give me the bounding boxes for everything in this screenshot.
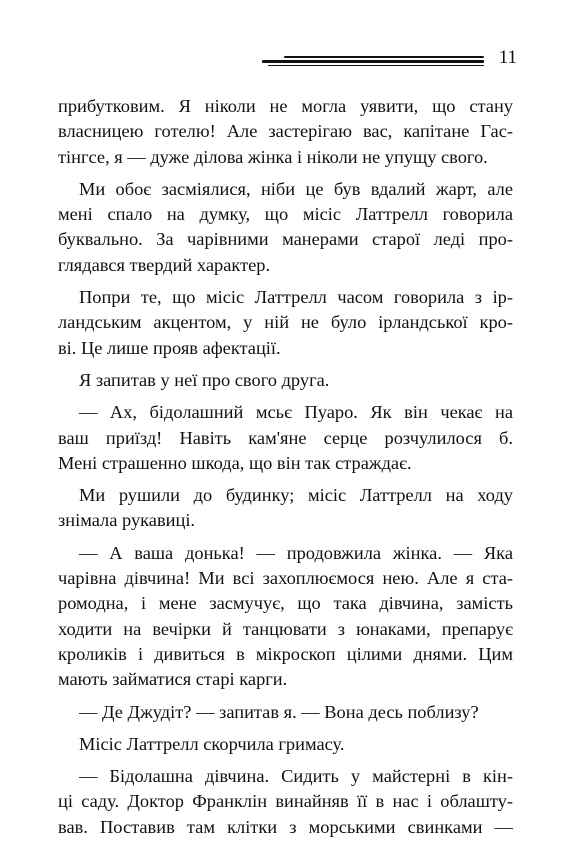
text-line: вав. Поставив там клітки з морськими свинками —: [58, 816, 513, 837]
paragraph: [58, 732, 513, 757]
text-line: тінгсе, я — дуже ділова жінка і ніколи не упущу свого.: [58, 146, 488, 167]
text-line: ходити на вечірки й танцювати з юнаками, препарує: [58, 618, 513, 639]
paragraph: [58, 700, 513, 725]
paragraph: [58, 764, 513, 840]
paragraph: [58, 483, 513, 534]
text-line: — Бідолашна дівчина. Сидить у майстерні в кін-: [79, 766, 513, 787]
text-line: Мені страшенно шкода, що він так страждає.: [58, 452, 412, 473]
text-line: глядався твердий характер.: [58, 254, 271, 275]
text-line: ві. Це лише прояв афектації.: [58, 337, 281, 358]
text-line: Ми обоє засміялися, ніби це був вдалий жарт, але: [79, 178, 513, 199]
text-line: прибутковим. Я ніколи не могла уявити, що стану: [58, 96, 513, 116]
text-line: — А ваша донька! — продовжила жінка. — Яка: [79, 542, 513, 563]
header-rule-top: [284, 56, 484, 58]
paragraph: [58, 177, 513, 278]
running-header: [262, 42, 517, 70]
text-line: ваш приїзд! Навіть кам'яне серце розчулилося б.: [58, 427, 513, 448]
text-line: — Де Джудіт? — запитав я. — Вона десь поблизу?: [79, 701, 479, 722]
header-rule-middle: [262, 60, 484, 63]
text-line: кроликів і дивиться в мікроскоп цілими днями. Цим: [58, 643, 513, 664]
text-line: ці саду. Доктор Франклін винайняв її в нас і облашту-: [58, 791, 513, 812]
text-line: мають займатися старі карги.: [58, 669, 288, 690]
paragraph: [58, 94, 513, 170]
text-line: Місіс Латтрелл скорчила гримасу.: [79, 733, 345, 754]
text-line: Я запитав у неї про свого друга.: [79, 369, 330, 390]
body-text: [58, 94, 513, 847]
paragraph: [58, 541, 513, 693]
paragraph: [58, 368, 513, 393]
text-line: знімала рукавиці.: [58, 510, 196, 531]
header-rule-bottom: [268, 65, 484, 66]
page-number: 11: [498, 47, 517, 68]
text-line: ромодна, і мене засмучує, що така дівчина, замість: [58, 593, 513, 614]
paragraph: [58, 285, 513, 361]
text-line: буквально. За чарівними манерами старої леді про-: [58, 229, 513, 250]
text-line: мені спало на думку, що місіс Латтрелл говорила: [58, 204, 513, 225]
text-line: Попри те, що місіс Латтрелл часом говорила з ір-: [79, 287, 513, 308]
text-line: ландським акцентом, у ній не було ірландської кро-: [58, 312, 513, 333]
text-line: Ми рушили до будинку; місіс Латтрелл на ходу: [79, 485, 513, 506]
paragraph: [58, 400, 513, 476]
text-line: власницею готелю! Але застерігаю вас, капітане Гас-: [58, 121, 513, 142]
text-line: — Ах, бідолашний мсьє Пуаро. Як він чекає на: [79, 402, 513, 423]
text-line: чарівна дівчина! Ми всі захоплюємося нею. Але я ста-: [58, 568, 513, 589]
